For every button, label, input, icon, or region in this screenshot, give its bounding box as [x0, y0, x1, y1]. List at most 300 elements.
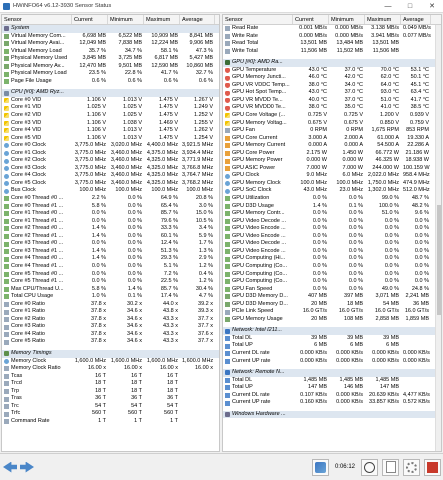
sensor-row[interactable] [223, 255, 441, 263]
sensor-label: GPU Video Decode ... [232, 217, 287, 224]
sensor-row[interactable] [2, 104, 219, 112]
sensor-label: Core #1 Thread #0 ... [11, 210, 64, 217]
minimum-value: 0.0 % [127, 240, 142, 247]
sensor-row[interactable] [223, 48, 441, 56]
sensor-label: GPU Video Decode ... [232, 240, 287, 247]
current-value [72, 89, 108, 97]
current-value: 36 T [95, 395, 106, 402]
sensor-row[interactable] [223, 142, 441, 150]
sensor-row[interactable] [2, 338, 219, 346]
sensor-row[interactable] [2, 97, 219, 105]
maximum-value: 58.1 % [160, 47, 178, 54]
sensor-row[interactable] [223, 40, 441, 48]
minimum-value: 34.7 % [124, 47, 142, 54]
sensor-row[interactable] [223, 127, 441, 135]
average-value: 19.330 A [407, 134, 429, 141]
minimum-value: 0.0 % [127, 270, 142, 277]
header-average[interactable]: Average [401, 15, 431, 24]
sensor-row[interactable] [2, 142, 219, 150]
header-current[interactable]: Current [293, 15, 329, 24]
current-value: 3,775.0 MHz [74, 164, 106, 171]
average-value: 1.3 % [198, 247, 213, 254]
current-value: 1.106 V [87, 127, 106, 134]
sensor-row[interactable] [223, 218, 441, 226]
sensor-row[interactable] [223, 157, 441, 165]
vertical-scrollbar[interactable] [435, 25, 441, 452]
sensor-row[interactable] [2, 180, 219, 188]
sensor-row[interactable] [2, 418, 219, 426]
sensor-label: GPU VR MVDD0 Te... [232, 104, 286, 111]
average-value: 0.000 KB/s [403, 349, 430, 356]
sensor-row[interactable] [2, 358, 219, 366]
sensor-row[interactable] [2, 293, 219, 301]
average-value [180, 350, 215, 358]
minimum-value: 1.013 V [123, 96, 142, 103]
sensor-row[interactable] [223, 67, 441, 75]
sensor-group-header[interactable] [223, 327, 441, 335]
minimum-value [329, 327, 365, 335]
sensor-row[interactable] [223, 172, 441, 180]
header-minimum[interactable]: Minimum [329, 15, 365, 24]
minimum-value [108, 25, 144, 33]
current-value [72, 25, 108, 33]
maximum-value: 44.0 x [163, 300, 178, 307]
sensor-name [2, 195, 72, 203]
average-value: 0.0 % [414, 247, 429, 254]
maximum-value: 22.5 % [160, 278, 178, 285]
minimum-value: 13,484 MB [336, 40, 363, 47]
column-header [223, 15, 441, 25]
close-sensors-button[interactable] [424, 459, 441, 476]
other-sensor-icon [4, 389, 9, 394]
sensor-row[interactable] [223, 399, 441, 407]
clock-button[interactable] [361, 459, 378, 476]
other-sensor-icon [4, 340, 9, 345]
sensor-row[interactable] [2, 286, 219, 294]
sensor-row[interactable] [2, 278, 219, 286]
sensor-row[interactable] [223, 210, 441, 218]
sensor-row[interactable] [2, 55, 219, 63]
network-button[interactable] [312, 459, 329, 476]
average-value: 0.077 MB/s [403, 32, 431, 39]
other-sensor-icon [4, 404, 9, 409]
sensor-label: Current UP rate [232, 357, 271, 364]
other-sensor-icon [225, 41, 230, 46]
sensor-row[interactable] [2, 323, 219, 331]
usage-sensor-icon [4, 272, 9, 277]
sensor-row[interactable] [2, 301, 219, 309]
sensor-group-header[interactable] [223, 411, 441, 419]
scrollbar-thumb[interactable] [437, 205, 441, 315]
minimum-value: 36 T [131, 395, 142, 402]
sensor-row[interactable] [2, 78, 219, 86]
net-sensor-icon [225, 385, 230, 390]
maximum-value: 62.0 °C [380, 74, 399, 81]
minimum-value: 11,502 MB [336, 47, 363, 54]
sensor-row[interactable] [223, 233, 441, 241]
sensor-row[interactable] [2, 410, 219, 418]
right-sensor-pane[interactable] [222, 14, 442, 452]
sensor-group-header[interactable] [2, 350, 219, 358]
maximum-value: 64.0 °C [380, 81, 399, 88]
sensor-row[interactable] [223, 104, 441, 112]
maximum-value: 0.0 % [384, 262, 399, 269]
sensor-label: GPU VR VDDC Temp... [232, 81, 290, 88]
arrow-left-icon[interactable] [3, 462, 17, 473]
sensor-row[interactable] [223, 342, 441, 350]
maximum-value: 0.0 % [384, 225, 399, 232]
sensor-name [2, 233, 72, 241]
minimum-value: 0.000 KB/s [336, 391, 363, 398]
report-button[interactable] [382, 459, 399, 476]
current-value: 0.0 % [312, 217, 327, 224]
maximum-value: 17.4 % [160, 293, 178, 300]
left-sensor-pane[interactable] [1, 14, 220, 452]
sensor-name [2, 301, 72, 309]
sensor-group-header[interactable] [223, 369, 441, 377]
usage-sensor-icon [4, 279, 9, 284]
sensor-row[interactable] [223, 240, 441, 248]
minimum-value: 54 T [131, 402, 142, 409]
maximum-value: 64.9 % [160, 195, 178, 202]
average-value [401, 59, 431, 67]
current-value: 3.000 A [308, 134, 327, 141]
sensor-row[interactable] [223, 316, 441, 324]
close-button[interactable]: ✕ [429, 3, 435, 10]
minimum-value: 0.1 % [127, 293, 142, 300]
maximum-value: 85.7 % [160, 210, 178, 217]
sensor-name [2, 293, 72, 301]
sensor-row[interactable] [223, 89, 441, 97]
sensor-row[interactable] [2, 210, 219, 218]
average-value [401, 411, 431, 419]
sensor-row[interactable] [223, 135, 441, 143]
sensor-name [2, 142, 72, 150]
average-value: 37.7 x [198, 315, 213, 322]
sensor-name [223, 82, 293, 90]
sensor-label: GPU D3D Memory D... [232, 293, 288, 300]
current-value: 100.0 MHz [79, 187, 106, 194]
current-value: 0.0 % [312, 195, 327, 202]
sensor-row[interactable] [2, 395, 219, 403]
sensor-row[interactable] [223, 286, 441, 294]
sensor-name [2, 395, 72, 403]
maximum-value: 54 MB [383, 300, 399, 307]
header-average[interactable]: Average [180, 15, 215, 24]
sensor-label: Total UP [232, 384, 253, 391]
minimum-value: 34.6 x [127, 338, 142, 345]
sensor-group-header[interactable] [223, 59, 441, 67]
maximum-value: 244.000 W [372, 164, 399, 171]
sensor-name [223, 350, 293, 358]
sensor-label: Core #2 Clock [11, 157, 46, 164]
header-maximum[interactable]: Maximum [144, 15, 180, 24]
header-current[interactable]: Current [72, 15, 108, 24]
current-value: 12,049 MB [79, 40, 106, 47]
sensor-row[interactable] [223, 392, 441, 400]
sensor-name [2, 165, 72, 173]
average-value: 0.0 % [414, 232, 429, 239]
sensor-label: Total DL [232, 334, 253, 341]
sensor-label: GPU Core Voltage (... [232, 112, 286, 119]
sensor-row[interactable] [2, 63, 219, 71]
current-value: 0 RPM [310, 127, 327, 134]
maximize-button[interactable]: □ [407, 2, 413, 10]
mem-sensor-icon [4, 56, 9, 61]
current-value: 40.0 °C [308, 96, 327, 103]
average-value: 5,427 MB [189, 55, 213, 62]
sensor-row[interactable] [2, 271, 219, 279]
sensor-row[interactable] [223, 195, 441, 203]
sensor-row[interactable] [223, 335, 441, 343]
sensor-row[interactable] [2, 172, 219, 180]
sensor-name [223, 233, 293, 241]
usage-sensor-icon [4, 79, 9, 84]
sensor-row[interactable] [2, 203, 219, 211]
voltage-sensor-icon [4, 113, 9, 118]
maximum-value: 0.850 V [380, 119, 399, 126]
sensor-row[interactable] [2, 331, 219, 339]
sensor-row[interactable] [223, 263, 441, 271]
header-sensor[interactable]: Sensor [2, 15, 72, 24]
sensor-group-header[interactable] [2, 25, 219, 33]
sensor-row[interactable] [2, 373, 219, 381]
sensor-label: Physical Memory Load [11, 70, 67, 77]
sensor-label: Core #0 Thread #0 ... [11, 195, 64, 202]
sensor-row[interactable] [223, 350, 441, 358]
sensor-row[interactable] [2, 187, 219, 195]
sensor-name [223, 335, 293, 343]
maximum-value: 12.4 % [160, 240, 178, 247]
average-value: 1,600.0 MHz [182, 357, 214, 364]
sensor-row[interactable] [223, 187, 441, 195]
average-value: 3.0 % [198, 202, 213, 209]
header-maximum[interactable]: Maximum [365, 15, 401, 24]
sensor-row[interactable] [2, 316, 219, 324]
sensor-row[interactable] [223, 384, 441, 392]
sensor-row[interactable] [2, 240, 219, 248]
sensor-name [223, 89, 293, 97]
sensor-label: Current DL rate [232, 391, 270, 398]
sensor-row[interactable] [2, 403, 219, 411]
net-sensor-icon [225, 370, 230, 375]
sensor-row[interactable] [2, 33, 219, 41]
minimum-value: 16.00 x [123, 365, 142, 372]
sensor-row[interactable] [2, 388, 219, 396]
usage-sensor-icon [225, 211, 230, 216]
maximum-value: 43.3 x [163, 323, 178, 330]
current-value: 0.000 W [306, 157, 327, 164]
minimum-value: 3,725 MB [118, 55, 142, 62]
current-value: 12,470 MB [79, 62, 106, 69]
average-value: 3,766.8 MHz [182, 164, 214, 171]
sensor-row[interactable] [223, 203, 441, 211]
minimum-value: 3,460.0 MHz [110, 172, 142, 179]
current-value: 43.0 °C [308, 66, 327, 73]
sensor-name [223, 392, 293, 400]
sensor-row[interactable] [2, 225, 219, 233]
sensor-row[interactable] [223, 293, 441, 301]
current-value: 18 T [95, 380, 106, 387]
average-value [180, 373, 215, 381]
current-value: 1.106 V [87, 134, 106, 141]
settings-button[interactable] [403, 459, 420, 476]
average-value: 474.9 MHz [403, 179, 430, 186]
current-value: 6 MB [314, 342, 327, 349]
maximum-value: 2,858 MB [375, 315, 399, 322]
minimum-value [329, 411, 365, 419]
sensor-row[interactable] [223, 74, 441, 82]
sensor-group-header[interactable] [2, 89, 219, 97]
sensor-name [223, 187, 293, 195]
average-value [180, 410, 215, 418]
sensor-row[interactable] [223, 278, 441, 286]
average-value: 9,906 MB [189, 40, 213, 47]
sensor-row[interactable] [223, 377, 441, 385]
average-value: 0.0 % [414, 217, 429, 224]
sensor-row[interactable] [223, 358, 441, 366]
sensor-row[interactable] [2, 120, 219, 128]
minimum-value: 3,460.0 MHz [110, 149, 142, 156]
sensor-row[interactable] [2, 157, 219, 165]
maximum-value: 0.0 % [384, 255, 399, 262]
minimum-value: 23.0 MHz [339, 187, 363, 194]
sensor-row[interactable] [223, 82, 441, 90]
other-sensor-icon [225, 26, 230, 31]
sensor-row[interactable] [2, 365, 219, 373]
header-sensor[interactable]: Sensor [223, 15, 293, 24]
mem-sensor-icon [4, 34, 9, 39]
sensor-name [223, 67, 293, 75]
elapsed-time: 0:06:12 [334, 464, 355, 470]
sensor-row[interactable] [2, 233, 219, 241]
sensor-row[interactable] [2, 195, 219, 203]
minimum-value: 0.0 % [127, 247, 142, 254]
current-value: 560 T [92, 410, 106, 417]
other-sensor-icon [4, 374, 9, 379]
sensor-row[interactable] [223, 97, 441, 105]
usage-sensor-icon [4, 72, 9, 77]
minimize-button[interactable]: — [384, 2, 392, 10]
usage-sensor-icon [225, 287, 230, 292]
sensor-row[interactable] [2, 218, 219, 226]
sensor-name [2, 403, 72, 411]
minimum-value: 0.000 KB/s [336, 357, 363, 364]
sensor-label: Current DL rate [232, 349, 270, 356]
sensor-name [223, 33, 293, 41]
current-value: 5.8 % [91, 285, 106, 292]
maximum-value: 41.7 % [160, 70, 178, 77]
usage-sensor-icon [225, 257, 230, 262]
sensor-row[interactable] [223, 308, 441, 316]
other-sensor-icon [4, 419, 9, 424]
average-value [401, 335, 431, 343]
sensor-row[interactable] [223, 301, 441, 309]
sensor-row[interactable] [2, 308, 219, 316]
sensor-label: GPU Computing (Co... [232, 270, 288, 277]
average-value: 0.0 % [414, 278, 429, 285]
sensor-row[interactable] [223, 271, 441, 279]
sensor-row[interactable] [2, 263, 219, 271]
sensor-row[interactable] [223, 180, 441, 188]
sensor-name [223, 369, 293, 377]
maximum-value: 4,325.0 MHz [146, 157, 178, 164]
minimum-value: 0.0 % [127, 195, 142, 202]
minimum-value: 100.0 MHz [115, 187, 142, 194]
sensor-row[interactable] [2, 380, 219, 388]
current-value: 1.0 % [91, 293, 106, 300]
minimum-value: 2.000 A [344, 134, 363, 141]
sensor-row[interactable] [223, 225, 441, 233]
sensor-row[interactable] [223, 150, 441, 158]
maximum-value: 4,325.0 MHz [146, 179, 178, 186]
sensor-name [223, 411, 293, 419]
sensor-row[interactable] [2, 248, 219, 256]
sensor-row[interactable] [2, 70, 219, 78]
maximum-value: 0.000 KB/s [372, 349, 399, 356]
average-value: 15.0 % [195, 210, 213, 217]
other-sensor-icon [4, 412, 9, 417]
current-value [293, 369, 329, 377]
sensor-row[interactable] [2, 255, 219, 263]
current-value: 43.0 MHz [303, 187, 327, 194]
arrow-right-icon[interactable] [20, 462, 34, 473]
usage-sensor-icon [4, 226, 9, 231]
sensor-row[interactable] [223, 25, 441, 33]
sensor-row[interactable] [2, 135, 219, 143]
maximum-value: 100.0 MHz [151, 187, 178, 194]
mem-sensor-icon [225, 317, 230, 322]
sensor-label: Memory Timings [11, 349, 52, 356]
current-value: 37.8 x [91, 330, 106, 337]
average-value: 39.2 x [198, 300, 213, 307]
minimum-value: 0 RPM [346, 127, 363, 134]
sensor-label: PCIe Link Speed [232, 308, 274, 315]
sensor-row[interactable] [223, 165, 441, 173]
sensor-label: Core #1 VID [11, 104, 42, 111]
sensor-row[interactable] [2, 112, 219, 120]
sensor-row[interactable] [2, 40, 219, 48]
sensor-label: Virtual Memory Avai... [11, 40, 65, 47]
sensor-name [223, 104, 293, 112]
average-value: 21.186 W [405, 149, 429, 156]
sensor-name [223, 74, 293, 82]
current-value: 0.0 % [91, 240, 106, 247]
sensor-label: Core #3 Ratio [11, 323, 45, 330]
sensor-name [2, 218, 72, 226]
sensor-label: Page File Usage [11, 77, 52, 84]
sensor-label: Physical Memory Av... [11, 62, 65, 69]
maximum-value: 1.469 V [159, 119, 178, 126]
sensor-row[interactable] [223, 33, 441, 41]
usage-sensor-icon [4, 257, 9, 262]
sensor-row[interactable] [223, 120, 441, 128]
sensor-name [2, 40, 72, 48]
sensor-row[interactable] [223, 112, 441, 120]
sensor-row[interactable] [2, 48, 219, 56]
current-value: 1.106 V [87, 96, 106, 103]
sensor-name [223, 210, 293, 218]
maximum-value [365, 411, 401, 419]
sensor-row[interactable] [2, 165, 219, 173]
sensor-label: Core #4 Thread #1 ... [11, 262, 64, 269]
header-minimum[interactable]: Minimum [108, 15, 144, 24]
sensor-name [223, 25, 293, 33]
sensor-row[interactable] [2, 127, 219, 135]
sensor-row[interactable] [223, 248, 441, 256]
sensor-row[interactable] [2, 150, 219, 158]
sensor-label: GPU Temperature [232, 66, 277, 73]
